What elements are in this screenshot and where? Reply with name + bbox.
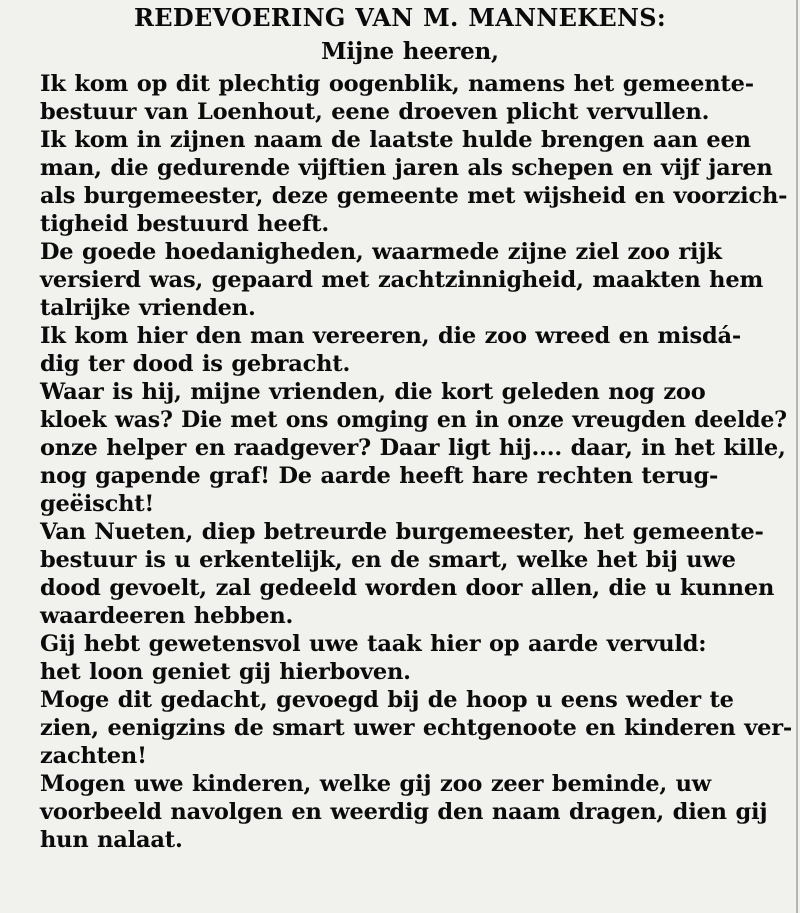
paragraph-3 (8, 238, 792, 322)
text-line: nog gapende graf! De aarde heeft hare rechten terug- (40, 463, 719, 489)
paragraph-5 (8, 378, 792, 518)
text-line: waardeeren hebben. (40, 603, 294, 629)
text-line: versierd was, gepaard met zachtzinnigheid, maakten hem (40, 267, 764, 293)
text-line: Gij hebt gewetensvol uwe taak hier op aarde vervuld: (40, 631, 707, 657)
text-line: zien, eenigzins de smart uwer echtgenoote en kinderen ver- (40, 715, 792, 741)
article-title: REDEVOERING VAN M. MANNEKENS: (134, 3, 666, 32)
text-line: Waar is hij, mijne vrienden, die kort geleden nog zoo (40, 379, 706, 405)
article-body (8, 70, 792, 854)
text-line: tigheid bestuurd heeft. (40, 211, 329, 237)
text-line: geëischt! (40, 491, 155, 517)
paragraph-7 (8, 630, 792, 686)
text-line: talrijke vrienden. (40, 295, 256, 321)
paragraph-1 (8, 70, 792, 126)
text-line: De goede hoedanigheden, waarmede zijne ziel zoo rijk (40, 239, 722, 265)
text-line: het loon geniet gij hierboven. (40, 659, 411, 685)
text-line: Moge dit gedacht, gevoegd bij de hoop u eens weder te (40, 687, 734, 713)
text-line: als burgemeester, deze gemeente met wijsheid en voorzich- (40, 183, 788, 209)
salutation: Mijne heeren, (321, 38, 499, 65)
text-line: Ik kom hier den man vereeren, die zoo wreed en misdá- (40, 323, 742, 349)
text-line: Van Nueten, diep betreurde burgemeester, het gemeente- (40, 519, 764, 545)
paragraph-4 (8, 322, 792, 378)
text-line: Mogen uwe kinderen, welke gij zoo zeer beminde, uw (40, 771, 711, 797)
text-line: Ik kom op dit plechtig oogenblik, namens het gemeente- (40, 71, 754, 97)
text-line: bestuur van Loenhout, eene droeven plicht vervullen. (40, 99, 710, 125)
text-line: man, die gedurende vijftien jaren als schepen en vijf jaren (40, 155, 773, 181)
text-line: zachten! (40, 743, 147, 769)
paragraph-9 (8, 770, 792, 854)
paragraph-2 (8, 126, 792, 238)
paragraph-8 (8, 686, 792, 770)
text-line: dood gevoelt, zal gedeeld worden door allen, die u kunnen (40, 575, 775, 601)
text-line: Ik kom in zijnen naam de laatste hulde brengen aan een (40, 127, 751, 153)
paragraph-6 (8, 518, 792, 630)
text-line: kloek was? Die met ons omging en in onze vreugden deelde? (40, 407, 787, 433)
text-line: dig ter dood is gebracht. (40, 351, 351, 377)
text-line: voorbeeld navolgen en weerdig den naam dragen, dien gij (40, 799, 768, 825)
text-line: hun nalaat. (40, 827, 183, 853)
text-line: bestuur is u erkentelijk, en de smart, welke het bij uwe (40, 547, 736, 573)
text-line: onze helper en raadgever? Daar ligt hij.... daar, in het kille, (40, 435, 786, 461)
column-rule (796, 0, 798, 913)
